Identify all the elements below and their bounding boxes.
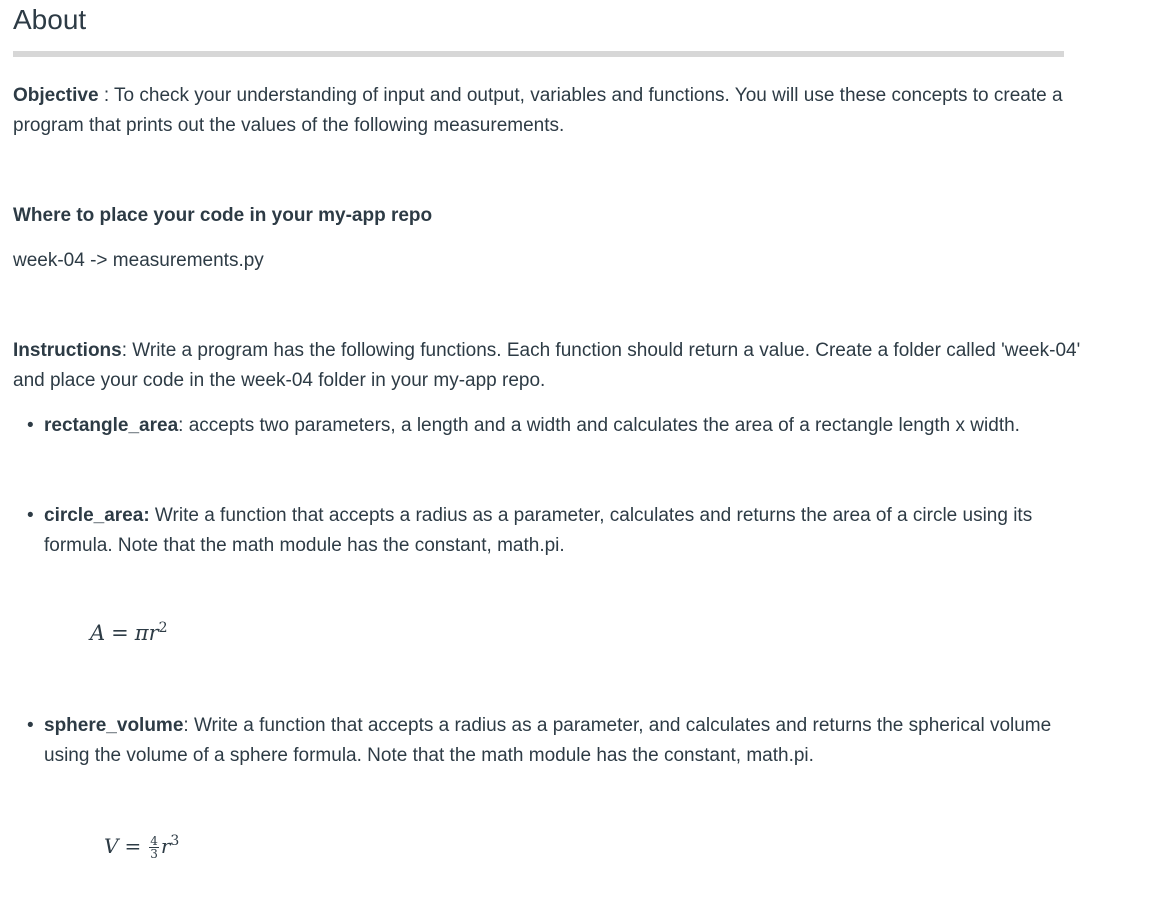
function-name: circle_area: (44, 505, 150, 526)
list-item-sphere-volume (13, 711, 1093, 771)
title-divider (13, 51, 1064, 57)
list-item-rectangle-area (13, 411, 1093, 441)
page-title: About (13, 4, 87, 35)
list-item-text (44, 501, 1093, 561)
formula-fraction (149, 835, 159, 860)
function-name: rectangle_area (44, 415, 179, 436)
list-item-text (44, 411, 1093, 441)
circle-area-formula (90, 620, 168, 645)
formula-equals: = (111, 621, 129, 645)
formula-exponent: 3 (170, 833, 180, 849)
bullet-icon: • (27, 415, 34, 436)
fraction-denominator: 3 (150, 847, 158, 861)
formula-exponent: 2 (158, 620, 168, 636)
bullet-icon: • (27, 715, 34, 736)
list-item-text (44, 711, 1093, 771)
objective-paragraph (13, 81, 1113, 141)
placement-heading: Where to place your code in your my-app repo (13, 205, 433, 226)
sphere-volume-formula (104, 833, 179, 860)
function-separator: : (178, 415, 184, 436)
formula-lhs: A (90, 621, 106, 645)
formula-variable: r (160, 834, 171, 858)
objective-text: : To check your understanding of input and output, variables and functions. You will use these concepts to create a program that prints out the values of the following measurements. (13, 85, 1063, 136)
function-separator: : (183, 715, 189, 736)
formula-equals: = (124, 834, 142, 858)
formula-lhs: V (104, 834, 119, 858)
function-name: sphere_volume (44, 715, 184, 736)
function-description: Write a function that accepts a radius as a parameter, calculates and returns the area of a circle using its formula. Note that the math module has the constant, math.pi. (44, 505, 1033, 556)
instructions-label: Instructions (13, 340, 122, 361)
function-description: accepts two parameters, a length and a width and calculates the area of a rectangle length x width. (183, 415, 1020, 436)
objective-label: Objective (13, 85, 99, 106)
bullet-icon: • (27, 505, 34, 526)
fraction-numerator: 4 (150, 834, 158, 848)
instructions-paragraph (13, 336, 1098, 396)
placement-path: week-04 -> measurements.py (13, 250, 264, 271)
instructions-text: : Write a program has the following functions. Each function should return a value. Create a folder called 'week-04' and place your code in the week-04 folder in your my-app repo. (13, 340, 1081, 391)
formula-rhs: πr (134, 621, 159, 645)
function-description: Write a function that accepts a radius as a parameter, and calculates and returns the spherical volume using the volume of a sphere formula. Note that the math module has the constant, math.pi. (44, 715, 1052, 766)
list-item-circle-area (13, 501, 1093, 561)
